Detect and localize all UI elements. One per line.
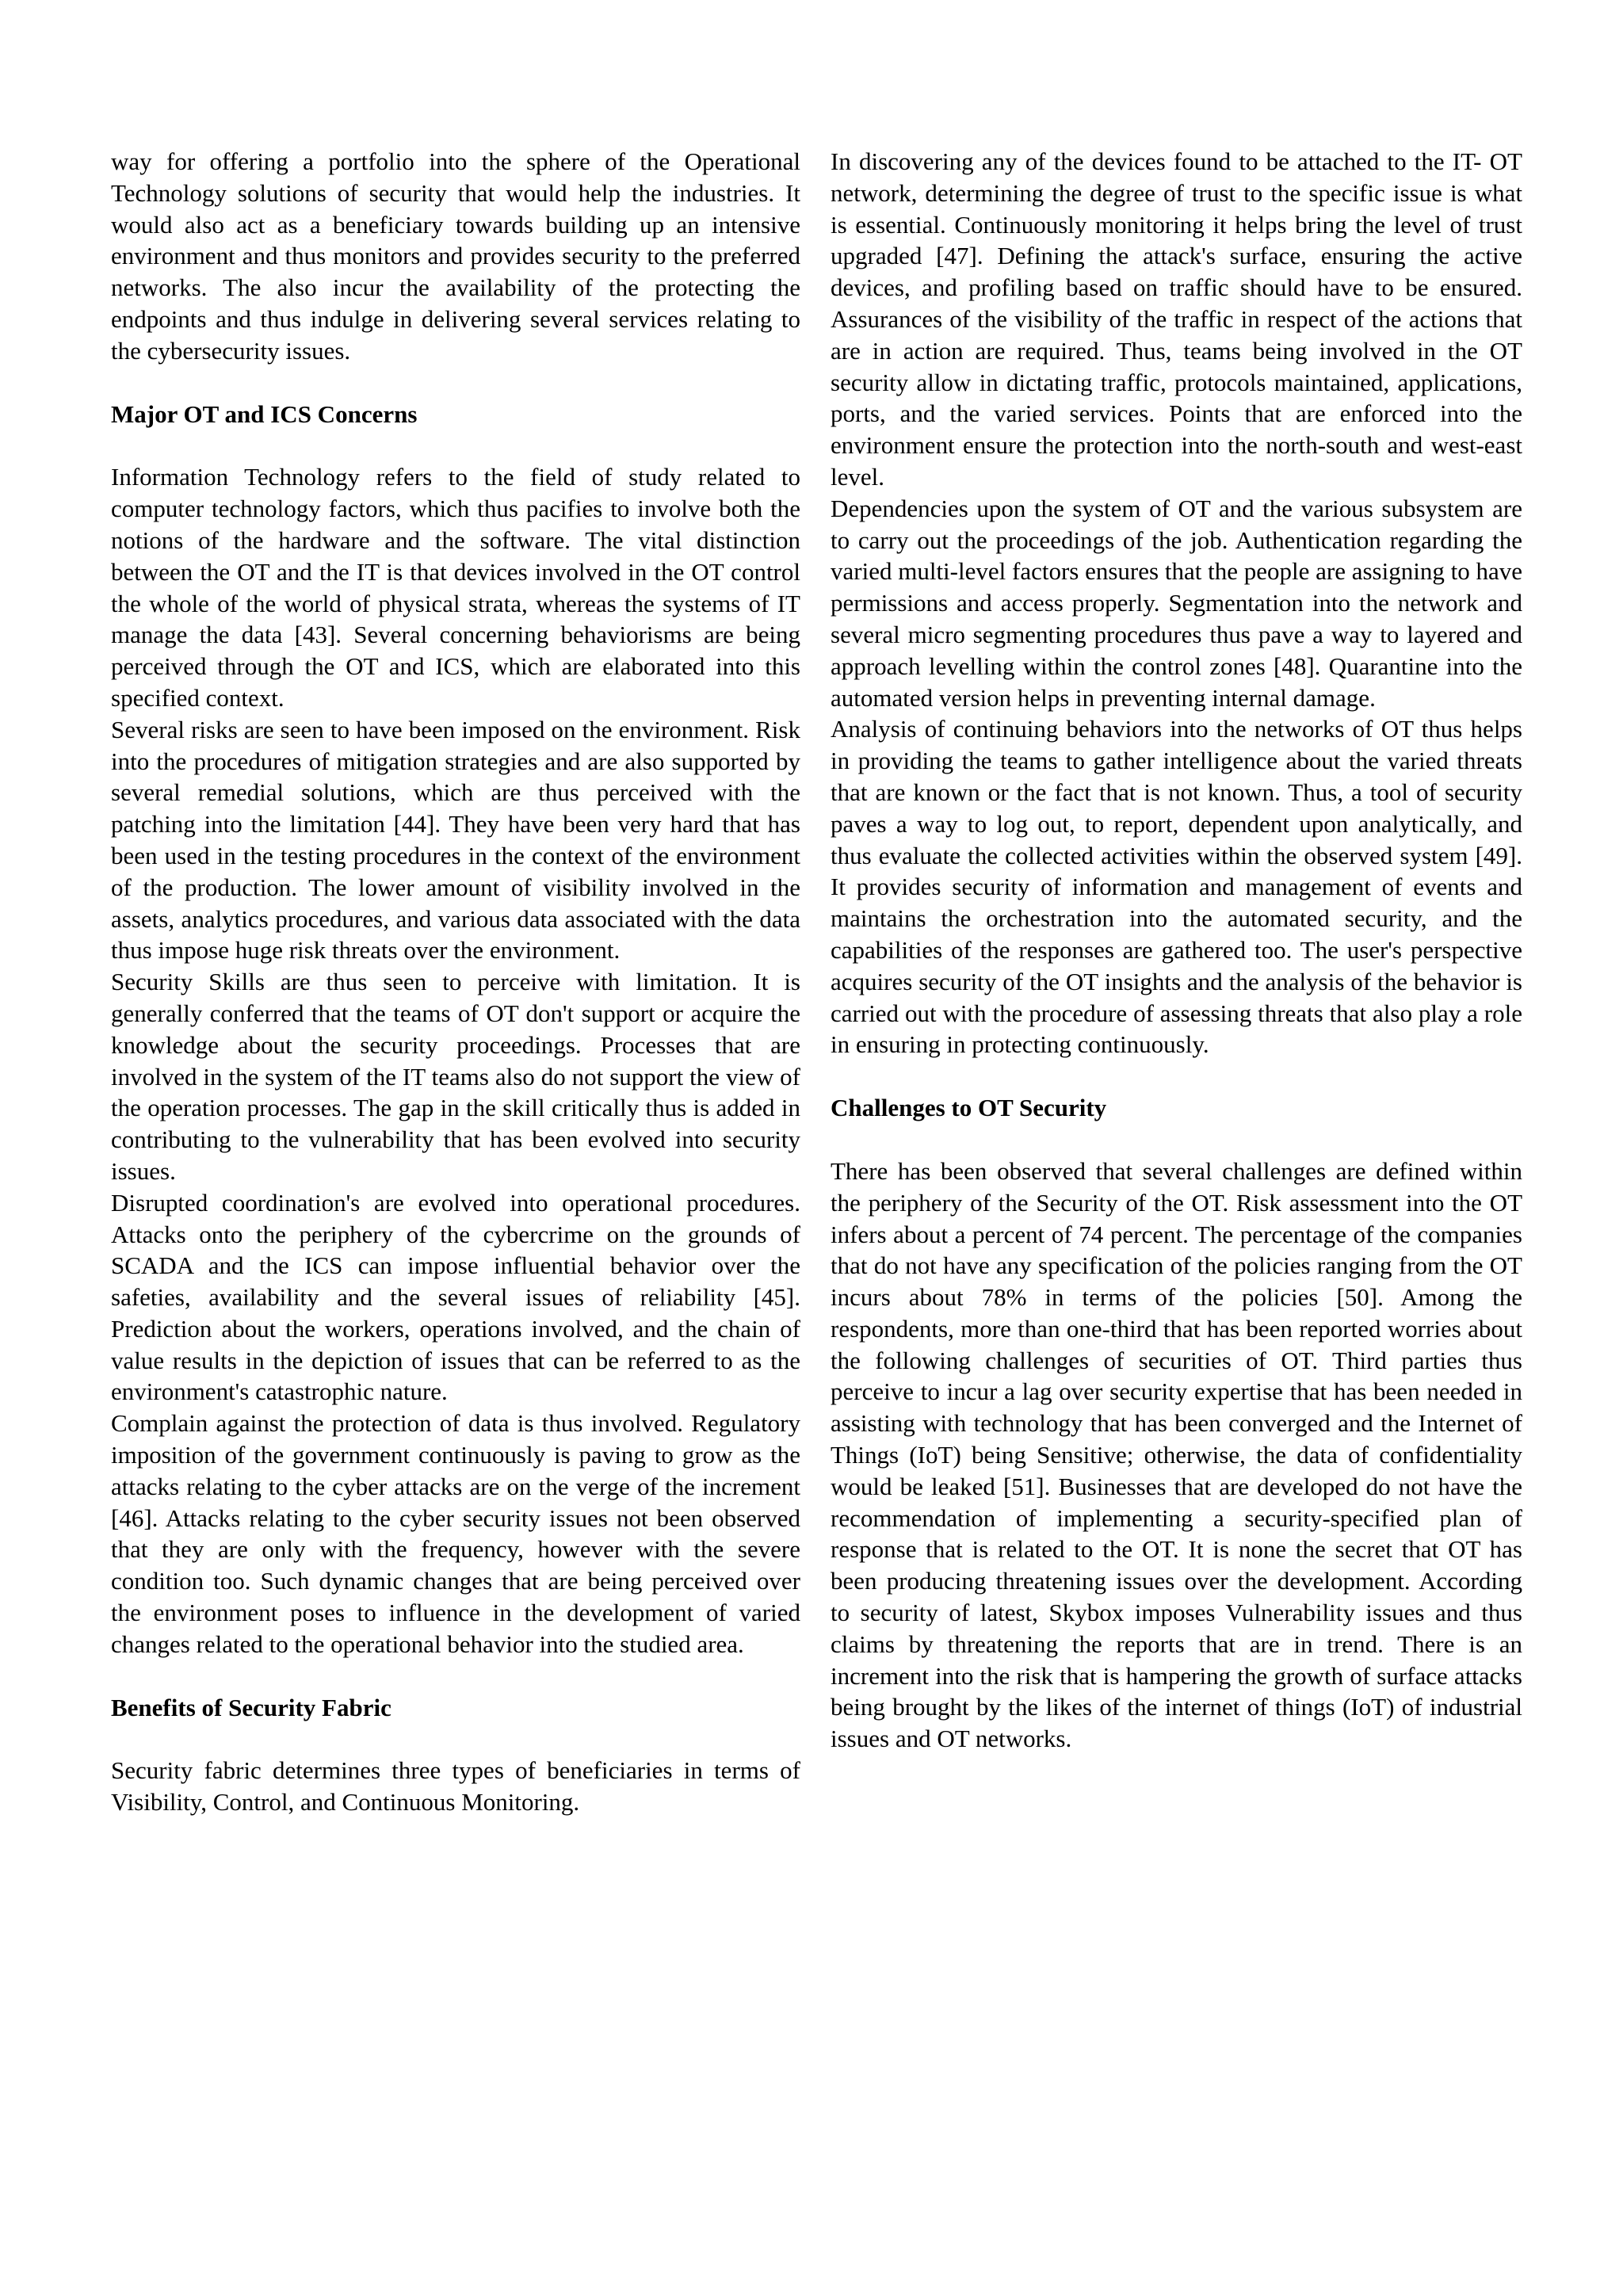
paragraph-visibility: In discovering any of the devices found to be attached to the IT- OT network, determining the degree of trust to the specific issue is what is essential. Continuously monitoring it helps bring the level of trust upgraded [47]. Defining the attack's surface, ensuring the active devices, and profiling based on traffic should have to be ensured. Assurances of the visibility of the traffic in respect of the actions that are in action are required. Thus, teams being involved in the OT security allow in dictating traffic, protocols maintained, applications, ports, and the varied services. Points that are enforced into the environment ensure the protection into the north-south and west-east level. — [831, 147, 1522, 491]
section-heading-challenges: Challenges to OT Security — [831, 1094, 1107, 1122]
paragraph-control: Dependencies upon the system of OT and the various subsystem are to carry out the proceedings of the job. Authentication regarding the varied multi-level factors ensures that the people are assigning to have permissions and access properly. Segmentation into the network and several micro segmenting procedures thus pave a way to layered and approach levelling within the control zones [48]. Quarantine into the automated version helps in preventing internal damage. — [831, 494, 1522, 712]
intro-paragraph: way for offering a portfolio into the sphere of the Operational Technology solutions of security that would help the industries. It would also act as a beneficiary towards building up an intensive environment and thus monitors and provides security to the preferred networks. The also incur the availability of the protecting the endpoints and thus indulge in delivering several services relating to the cybersecurity issues. — [111, 147, 800, 365]
paragraph-monitoring: Analysis of continuing behaviors into the networks of OT thus helps in providing the teams to gather intelligence about the varied threats that are known or the fact that is not known. Thus, a tool of security paves a way to log out, to report, dependent upon analytically, and thus evaluate the collected activities within the observed system [49]. It provides security of information and management of events and maintains the orchestration into the automated security, and the capabilities of the responses are gathered too. The user's perspective acquires security of the OT insights and the analysis of the behavior is carried out with the procedure of assessing threats that also play a role in ensuring in protecting continuously. — [831, 715, 1522, 1059]
paragraph-major-1: Information Technology refers to the field of study related to computer technology factors, which thus pacifies to involve both the notions of the hardware and the software. The vital distinction between the OT and the IT is that devices involved in the OT control the whole of the world of physical strata, whereas the systems of IT manage the data [43]. Several concerning behaviorisms are being perceived through the OT and ICS, which are elaborated into this specified context. — [111, 463, 800, 712]
right-column — [831, 146, 1522, 1755]
paragraph-major-2: Several risks are seen to have been imposed on the environment. Risk into the procedures of mitigation strategies and are also supported by several remedial solutions, which are thus perceived with the patching into the limitation [44]. They have been very hard that has been used in the testing procedures in the context of the environment of the production. The lower amount of visibility involved in the assets, analytics procedures, and various data associated with the data thus impose huge risk threats over the environment. — [111, 715, 800, 965]
paragraph-major-3: Security Skills are thus seen to perceive with limitation. It is generally conferred that the teams of OT don't support or acquire the knowledge about the security proceedings. Processes that are involved in the system of the IT teams also do not support the view of the operation processes. The gap in the skill critically thus is added in contributing to the vulnerability that has been evolved into security issues. — [111, 968, 800, 1185]
paragraph-major-5: Complain against the protection of data is thus involved. Regulatory imposition of the government continuously is paving to grow as the attacks relating to the cyber attacks are on the verge of the increment [46]. Attacks relating to the cyber security issues not been observed that they are only with the frequency, however with the severe condition too. Such dynamic changes that are being perceived over the environment poses to influence in the development of varied changes related to the operational behavior into the studied area. — [111, 1409, 800, 1658]
paragraph-challenges: There has been observed that several challenges are defined within the periphery of the Security of the OT. Risk assessment into the OT infers about a percent of 74 percent. The percentage of the companies that do not have any specification of the policies ranging from the OT incurs about 78% in terms of the policies [50]. Among the respondents, more than one-third that has been reported worries about the following challenges of securities of OT. Third parties thus perceive to incur a lag over security expertise that has been needed in assisting with technology that has been converged and the Internet of Things (IoT) being Sensitive; otherwise, the data of confidentiality would be leaked [51]. Businesses that are developed do not have the recommendation of implementing a security-specified plan of response that is related to the OT. It is none the secret that OT has been producing threatening issues over the development. According to security of latest, Skybox imposes Vulnerability issues and thus claims by threatening the reports that are in trend. There is an increment into the risk that is hampering the growth of surface attacks being brought by the likes of the internet of things (IoT) of industrial issues and OT networks. — [831, 1156, 1522, 1753]
paragraph-benefits: Security fabric determines three types of beneficiaries in terms of Visibility, Control, and Continuous Monitoring. — [111, 1756, 800, 1817]
section-heading-major-concerns: Major OT and ICS Concerns — [111, 399, 418, 428]
paragraph-major-4: Disrupted coordination's are evolved into operational procedures. Attacks onto the periphery of the cybercrime on the grounds of SCADA and the ICS can impose influential behavior over the safeties, availability and the several issues of reliability [45]. Prediction about the workers, operations involved, and the chain of value results in the depiction of issues that can be referred to as the environment's catastrophic nature. — [111, 1188, 800, 1406]
section-heading-benefits: Benefits of Security Fabric — [111, 1693, 391, 1721]
left-column — [111, 146, 800, 1818]
